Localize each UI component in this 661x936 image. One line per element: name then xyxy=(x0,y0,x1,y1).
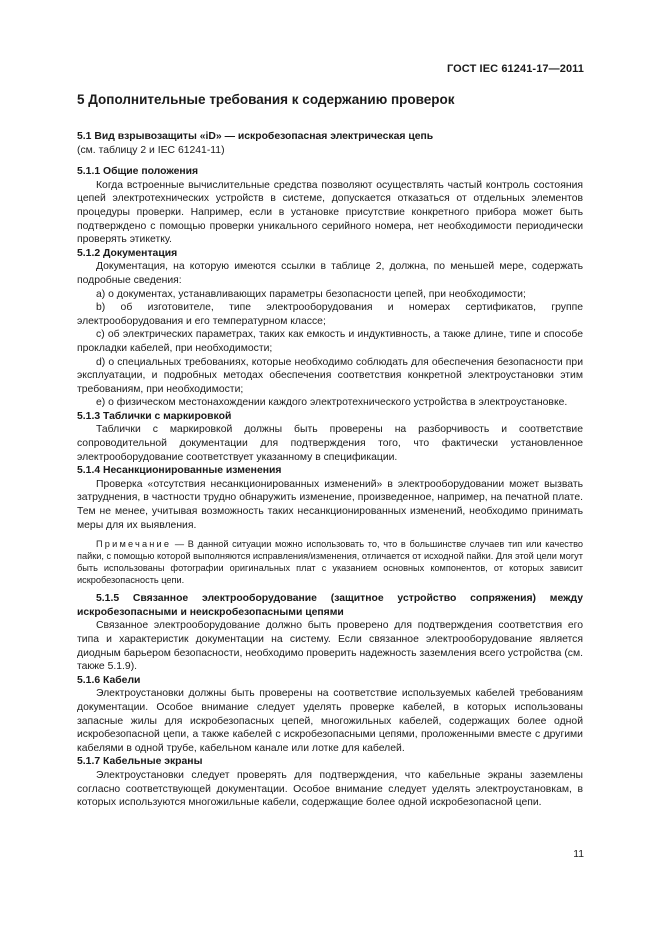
clause-5-1-7-text: Электроустановки следует проверять для подтверждения, что кабельные экраны заземлены согласно соответствующей документации. Особое внимание следует уделять электроустановкам, в которых используются многожильные кабели, содержащие более одной искробезопасной цепи. xyxy=(77,769,583,809)
clause-5-1-6-text: Электроустановки должны быть проверены на соответствие используемых кабелей требованиям документации. Особое внимание следует уделять проверке кабелей, в которых использованы запасные жилы для искробезопасных цепей, многожильных кабелей, содержащих более одной искробезопасной цепи, а также кабелей с искробезопасными цепями, проложенными вместе с другими кабелями в одной трубе, кабельном канале или лотке для кабелей. xyxy=(77,688,583,754)
page-number: 11 xyxy=(573,849,584,860)
list-item: a) о документах, устанавливающих параметры безопасности цепей, при необходимости; xyxy=(96,288,526,300)
list-item: b) об изготовителе, типе электрооборудования и номерах сертификатов, группе электрооборудования и его температурном классе; xyxy=(77,302,583,327)
subsection-5-1-reference: (см. таблицу 2 и IEC 61241-11) xyxy=(77,144,225,156)
clause-5-1-4-title: 5.1.4 Несанкционированные изменения xyxy=(77,465,282,477)
clause-5-1-3-text: Таблички с маркировкой должны быть проверены на разборчивость и соответствие сопроводительной документации для подтверждения того, что фактически установленное электрооборудование соответствует указанному в спецификации. xyxy=(77,424,583,463)
note xyxy=(77,538,583,586)
clause-5-1-1-text: Когда встроенные вычислительные средства позволяют осуществлять частый контроль состояния цепей электротехнических устройств в системе, допускается отказаться от отдельных элементов процедуры проверки. Например, если в установке присутствие конкретного прибора может быть подтверждено с помощью проверки уникального серийного номера, нет необходимости периодически проверять этикетку. xyxy=(77,179,583,246)
clause-5-1-1-title: 5.1.1 Общие положения xyxy=(77,166,199,178)
clause-5-1-2-title: 5.1.2 Документация xyxy=(77,247,178,259)
standard-header: ГОСТ IEC 61241-17—2011 xyxy=(446,63,584,75)
list-item: c) об электрических параметрах, таких как емкость и индуктивность, а также длине, типе и способе прокладки кабелей, при необходимости; xyxy=(77,329,583,354)
clause-5-1-7-title: 5.1.7 Кабельные экраны xyxy=(77,756,203,768)
clause-5-1-6-title: 5.1.6 Кабели xyxy=(77,674,141,686)
clause-5-1-2-intro: Документация, на которую имеются ссылки в таблице 2, должна, по меньшей мере, содержать подробные сведения: xyxy=(77,261,583,286)
clause-5-1-5-text: Связанное электрооборудование должно быть проверено для подтверждения соответствия его типа и характеристик документации на систему. Если связанное электрооборудование является диодным барьером безопасности, необходимо проверить надежность заземления всего устройства (см. также 5.1.9). xyxy=(77,620,584,673)
page-content xyxy=(77,91,583,810)
note-text: — В данной ситуации можно использовать то, что в большинстве случаев тип или качество пайки, с помощью которой выполняются исправления/изменения, отличается от исходной пайки. Для этой цели могут быть использованы фотографии оригинальных плат с указанием основных компонентов, от которых зависит искробезопасность цепи. xyxy=(77,539,583,586)
clause-5-1-4-text: Проверка «отсутствия несанкционированных изменений» в электрооборудовании может вызвать затруднения, в частности трудно обнаружить изменение, произведенное, например, на печатной плате. Тем не менее, учитывая возможность таких несанкционированных изменений, необходимо принимать меры для их выявления. xyxy=(77,478,583,531)
clause-5-1-3-title: 5.1.3 Таблички с маркировкой xyxy=(77,410,232,422)
list-item: e) о физическом местонахождении каждого электротехнического устройства в электроустановке. xyxy=(96,397,568,409)
section-title: 5 Дополнительные требования к содержанию проверок xyxy=(77,92,455,107)
subsection-5-1-title: 5.1 Вид взрывозащиты «iD» — искробезопасная электрическая цепь xyxy=(77,131,434,142)
clause-5-1-5-title: 5.1.5 Связанное электрооборудование (защитное устройство сопряжения) между искробезопасными и неискробезопасными цепями xyxy=(77,593,583,618)
note-lead: Примечание xyxy=(96,539,172,550)
list-item: d) о специальных требованиях, которые необходимо соблюдать для обеспечения безопасности при эксплуатации, и подробных методах обеспечения соответствия конкретной электроустановки этим требованиям, при необходимости; xyxy=(77,356,583,395)
